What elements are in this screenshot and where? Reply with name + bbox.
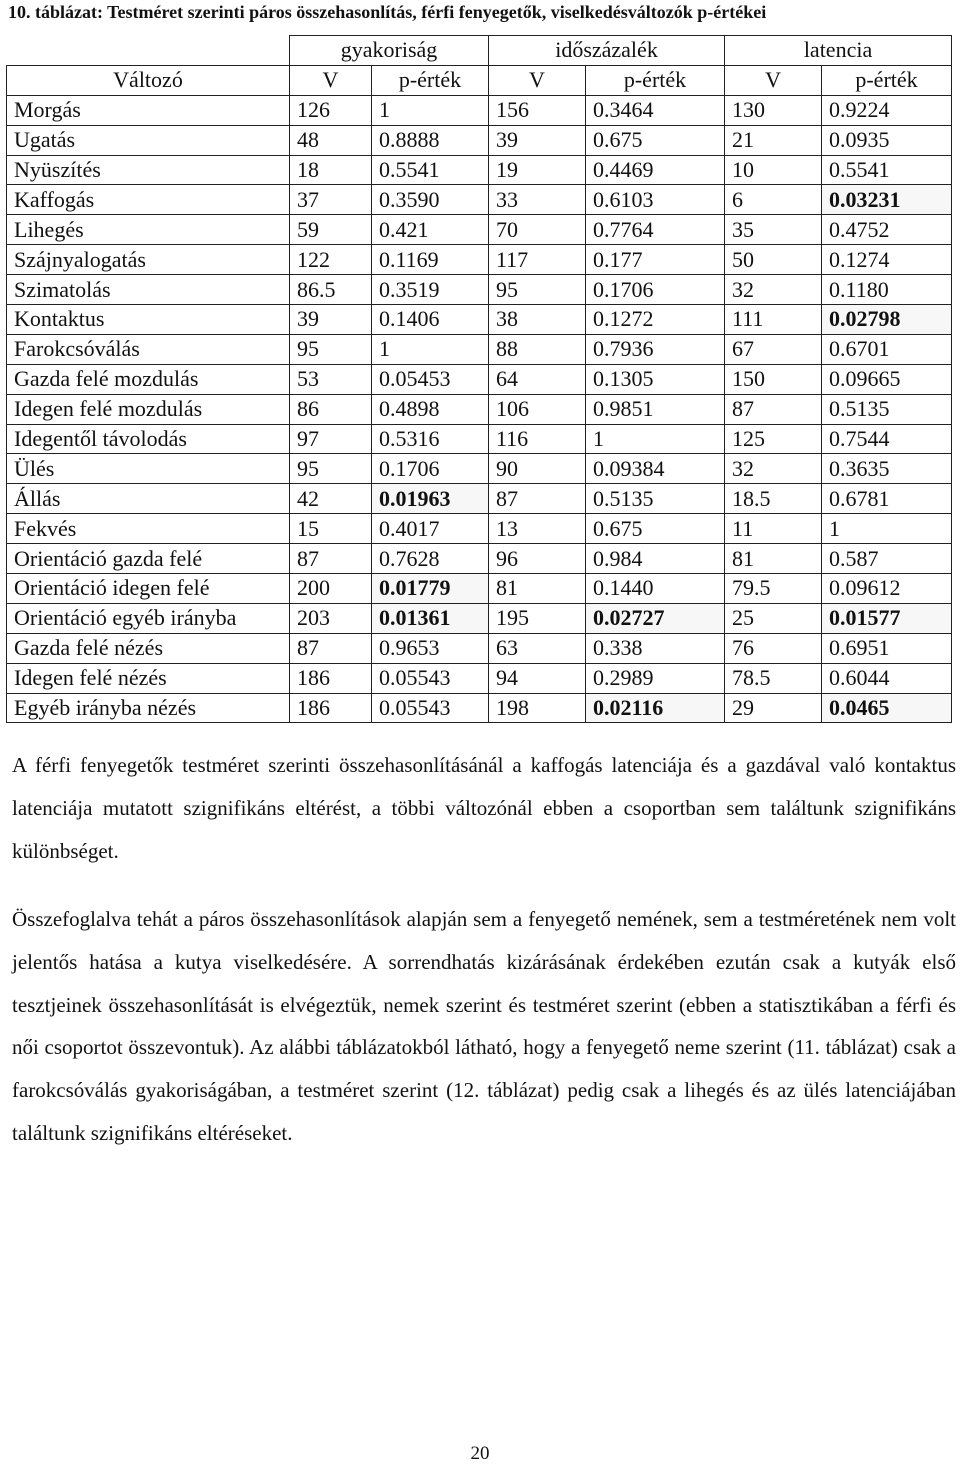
v-cell: 13	[489, 514, 586, 544]
paragraph-2: Összefoglalva tehát a páros összehasonlítások alapján sem a fenyegető nemének, sem a testméretének nem volt jelentős hatása a kutya viselkedésére. A sorrendhatás kizárásának érdekében ezután csak a kutyák első tesztjeinek összehasonlítását is elvégeztük, nemek szerint és testméret szerint (ebben a statisztikában a férfi és női csoportot összevontuk). Az alábbi táblázatokból látható, hogy a fenyegető neme szerint (11. táblázat) csak a farokcsóválás gyakoriságában, a testméret szerint (12. táblázat) pedig csak a lihegés és az ülés latenciájában találtunk szignifikáns eltéréseket.	[12, 907, 956, 1145]
v-cell: 50	[725, 245, 822, 275]
group-header-gyakorisag: gyakoriság	[290, 36, 489, 66]
p-value-cell: 0.4898	[372, 394, 489, 424]
p-value-cell: 0.338	[586, 633, 725, 663]
p-value-cell: 0.02116	[586, 693, 725, 723]
v-cell: 18.5	[725, 484, 822, 514]
table-row	[7, 693, 952, 723]
p-value-cell: 0.05453	[372, 364, 489, 394]
column-header-row	[7, 65, 952, 95]
v-cell: 19	[489, 155, 586, 185]
table-row	[7, 454, 952, 484]
variable-name-cell: Gazda felé mozdulás	[7, 364, 290, 394]
table-row	[7, 155, 952, 185]
table-row	[7, 424, 952, 454]
v-cell: 94	[489, 663, 586, 693]
v-cell: 18	[290, 155, 372, 185]
table-caption: 10. táblázat: Testméret szerinti páros összehasonlítás, férfi fenyegetők, viselkedésváltozók p-értékei	[8, 2, 767, 22]
p-value-cell: 0.5135	[586, 484, 725, 514]
p-value-cell: 0.6951	[822, 633, 952, 663]
v-cell: 53	[290, 364, 372, 394]
v-cell: 203	[290, 603, 372, 633]
p-value-cell: 0.5135	[822, 394, 952, 424]
p-value-cell: 0.05543	[372, 663, 489, 693]
v-cell: 6	[725, 185, 822, 215]
p-value-cell: 1	[372, 95, 489, 125]
table-row	[7, 334, 952, 364]
v-cell: 15	[290, 514, 372, 544]
p-value-cell: 0.1274	[822, 245, 952, 275]
v-cell: 87	[725, 394, 822, 424]
v-cell: 87	[290, 633, 372, 663]
p-value-cell: 0.177	[586, 245, 725, 275]
variable-name-cell: Ülés	[7, 454, 290, 484]
p-value-cell: 1	[372, 334, 489, 364]
v-cell: 87	[290, 544, 372, 574]
p-value-cell: 0.6044	[822, 663, 952, 693]
variable-name-cell: Lihegés	[7, 215, 290, 245]
v-cell: 42	[290, 484, 372, 514]
v-cell: 39	[290, 305, 372, 335]
variable-name-cell: Gazda felé nézés	[7, 633, 290, 663]
v-cell: 87	[489, 484, 586, 514]
v-cell: 59	[290, 215, 372, 245]
column-header-valtozo: Változó	[7, 65, 290, 95]
p-value-cell: 0.09665	[822, 364, 952, 394]
variable-name-cell: Állás	[7, 484, 290, 514]
p-value-cell: 0.5541	[372, 155, 489, 185]
p-value-cell: 0.0465	[822, 693, 952, 723]
p-value-cell: 0.587	[822, 544, 952, 574]
column-header-v: V	[290, 65, 372, 95]
p-value-cell: 0.1706	[372, 454, 489, 484]
v-cell: 95	[290, 454, 372, 484]
v-cell: 90	[489, 454, 586, 484]
p-value-cell: 0.1440	[586, 574, 725, 604]
p-value-cell: 0.4469	[586, 155, 725, 185]
v-cell: 130	[725, 95, 822, 125]
p-value-table	[6, 35, 952, 723]
p-value-cell: 0.6103	[586, 185, 725, 215]
variable-name-cell: Nyüszítés	[7, 155, 290, 185]
p-value-cell: 0.09612	[822, 574, 952, 604]
p-value-cell: 0.675	[586, 514, 725, 544]
p-value-cell: 0.3590	[372, 185, 489, 215]
v-cell: 25	[725, 603, 822, 633]
variable-name-cell: Fekvés	[7, 514, 290, 544]
table-body	[7, 95, 952, 723]
v-cell: 32	[725, 454, 822, 484]
table-row	[7, 633, 952, 663]
variable-name-cell: Szimatolás	[7, 275, 290, 305]
table-row	[7, 305, 952, 335]
group-header-idoszazalek: időszázalék	[489, 36, 725, 66]
table-row	[7, 185, 952, 215]
variable-name-cell: Orientáció gazda felé	[7, 544, 290, 574]
v-cell: 37	[290, 185, 372, 215]
p-value-cell: 0.9653	[372, 633, 489, 663]
table-row	[7, 125, 952, 155]
v-cell: 186	[290, 663, 372, 693]
p-value-cell: 0.4752	[822, 215, 952, 245]
variable-name-cell: Idegen felé mozdulás	[7, 394, 290, 424]
page-number: 20	[470, 1443, 490, 1464]
v-cell: 106	[489, 394, 586, 424]
header-blank	[7, 36, 290, 66]
p-value-cell: 0.9851	[586, 394, 725, 424]
p-value-cell: 0.421	[372, 215, 489, 245]
v-cell: 125	[725, 424, 822, 454]
v-cell: 95	[290, 334, 372, 364]
column-header-p: p-érték	[586, 65, 725, 95]
v-cell: 126	[290, 95, 372, 125]
table-row	[7, 514, 952, 544]
variable-name-cell: Orientáció egyéb irányba	[7, 603, 290, 633]
v-cell: 33	[489, 185, 586, 215]
v-cell: 195	[489, 603, 586, 633]
p-value-cell: 0.0935	[822, 125, 952, 155]
v-cell: 64	[489, 364, 586, 394]
p-value-cell: 0.03231	[822, 185, 952, 215]
p-value-cell: 0.7936	[586, 334, 725, 364]
column-header-p: p-érték	[372, 65, 489, 95]
p-value-cell: 0.01577	[822, 603, 952, 633]
variable-name-cell: Orientáció idegen felé	[7, 574, 290, 604]
v-cell: 156	[489, 95, 586, 125]
p-value-cell: 0.7544	[822, 424, 952, 454]
v-cell: 150	[725, 364, 822, 394]
column-header-p: p-érték	[822, 65, 952, 95]
v-cell: 76	[725, 633, 822, 663]
p-value-cell: 0.1180	[822, 275, 952, 305]
v-cell: 117	[489, 245, 586, 275]
p-value-cell: 1	[822, 514, 952, 544]
v-cell: 86.5	[290, 275, 372, 305]
p-value-cell: 0.984	[586, 544, 725, 574]
variable-name-cell: Egyéb irányba nézés	[7, 693, 290, 723]
variable-name-cell: Ugatás	[7, 125, 290, 155]
variable-name-cell: Morgás	[7, 95, 290, 125]
column-header-v: V	[489, 65, 586, 95]
v-cell: 67	[725, 334, 822, 364]
p-value-cell: 0.3635	[822, 454, 952, 484]
table-row	[7, 544, 952, 574]
variable-name-cell: Kaffogás	[7, 185, 290, 215]
table-row	[7, 364, 952, 394]
table-row	[7, 663, 952, 693]
p-value-cell: 0.01963	[372, 484, 489, 514]
v-cell: 48	[290, 125, 372, 155]
table-row	[7, 245, 952, 275]
v-cell: 96	[489, 544, 586, 574]
v-cell: 116	[489, 424, 586, 454]
v-cell: 35	[725, 215, 822, 245]
group-header-latencia: latencia	[725, 36, 952, 66]
variable-name-cell: Kontaktus	[7, 305, 290, 335]
p-value-cell: 0.5316	[372, 424, 489, 454]
p-value-cell: 0.6701	[822, 334, 952, 364]
p-value-cell: 1	[586, 424, 725, 454]
p-value-cell: 0.1169	[372, 245, 489, 275]
p-value-cell: 0.1406	[372, 305, 489, 335]
v-cell: 88	[489, 334, 586, 364]
v-cell: 111	[725, 305, 822, 335]
v-cell: 198	[489, 693, 586, 723]
v-cell: 81	[725, 544, 822, 574]
v-cell: 78.5	[725, 663, 822, 693]
paragraph-1: A férfi fenyegetők testméret szerinti összehasonlításánál a kaffogás latenciája és a gazdával való kontaktus latenciája mutatott szignifikáns eltérést, a többi változónál ebben a csoportban sem találtunk szignifikáns különbséget.	[12, 753, 956, 863]
v-cell: 70	[489, 215, 586, 245]
v-cell: 38	[489, 305, 586, 335]
variable-name-cell: Idegentől távolodás	[7, 424, 290, 454]
p-value-cell: 0.7764	[586, 215, 725, 245]
v-cell: 86	[290, 394, 372, 424]
group-header-row	[7, 36, 952, 66]
v-cell: 32	[725, 275, 822, 305]
p-value-cell: 0.09384	[586, 454, 725, 484]
table-row	[7, 603, 952, 633]
v-cell: 81	[489, 574, 586, 604]
p-value-cell: 0.1706	[586, 275, 725, 305]
v-cell: 39	[489, 125, 586, 155]
v-cell: 95	[489, 275, 586, 305]
p-value-cell: 0.2989	[586, 663, 725, 693]
v-cell: 11	[725, 514, 822, 544]
table-row	[7, 574, 952, 604]
p-value-cell: 0.05543	[372, 693, 489, 723]
p-value-cell: 0.5541	[822, 155, 952, 185]
column-header-v: V	[725, 65, 822, 95]
v-cell: 63	[489, 633, 586, 663]
table-row	[7, 215, 952, 245]
variable-name-cell: Farokcsóválás	[7, 334, 290, 364]
table-row	[7, 484, 952, 514]
p-value-cell: 0.1305	[586, 364, 725, 394]
variable-name-cell: Idegen felé nézés	[7, 663, 290, 693]
v-cell: 10	[725, 155, 822, 185]
v-cell: 21	[725, 125, 822, 155]
p-value-cell: 0.01779	[372, 574, 489, 604]
v-cell: 200	[290, 574, 372, 604]
p-value-cell: 0.4017	[372, 514, 489, 544]
p-value-cell: 0.8888	[372, 125, 489, 155]
variable-name-cell: Szájnyalogatás	[7, 245, 290, 275]
v-cell: 79.5	[725, 574, 822, 604]
p-value-cell: 0.02727	[586, 603, 725, 633]
p-value-cell: 0.7628	[372, 544, 489, 574]
p-value-cell: 0.02798	[822, 305, 952, 335]
p-value-cell: 0.9224	[822, 95, 952, 125]
v-cell: 97	[290, 424, 372, 454]
p-value-cell: 0.3519	[372, 275, 489, 305]
v-cell: 186	[290, 693, 372, 723]
v-cell: 122	[290, 245, 372, 275]
p-value-cell: 0.1272	[586, 305, 725, 335]
table-row	[7, 95, 952, 125]
table-row	[7, 394, 952, 424]
table-row	[7, 275, 952, 305]
v-cell: 29	[725, 693, 822, 723]
p-value-cell: 0.6781	[822, 484, 952, 514]
p-value-cell: 0.675	[586, 125, 725, 155]
p-value-cell: 0.3464	[586, 95, 725, 125]
p-value-cell: 0.01361	[372, 603, 489, 633]
